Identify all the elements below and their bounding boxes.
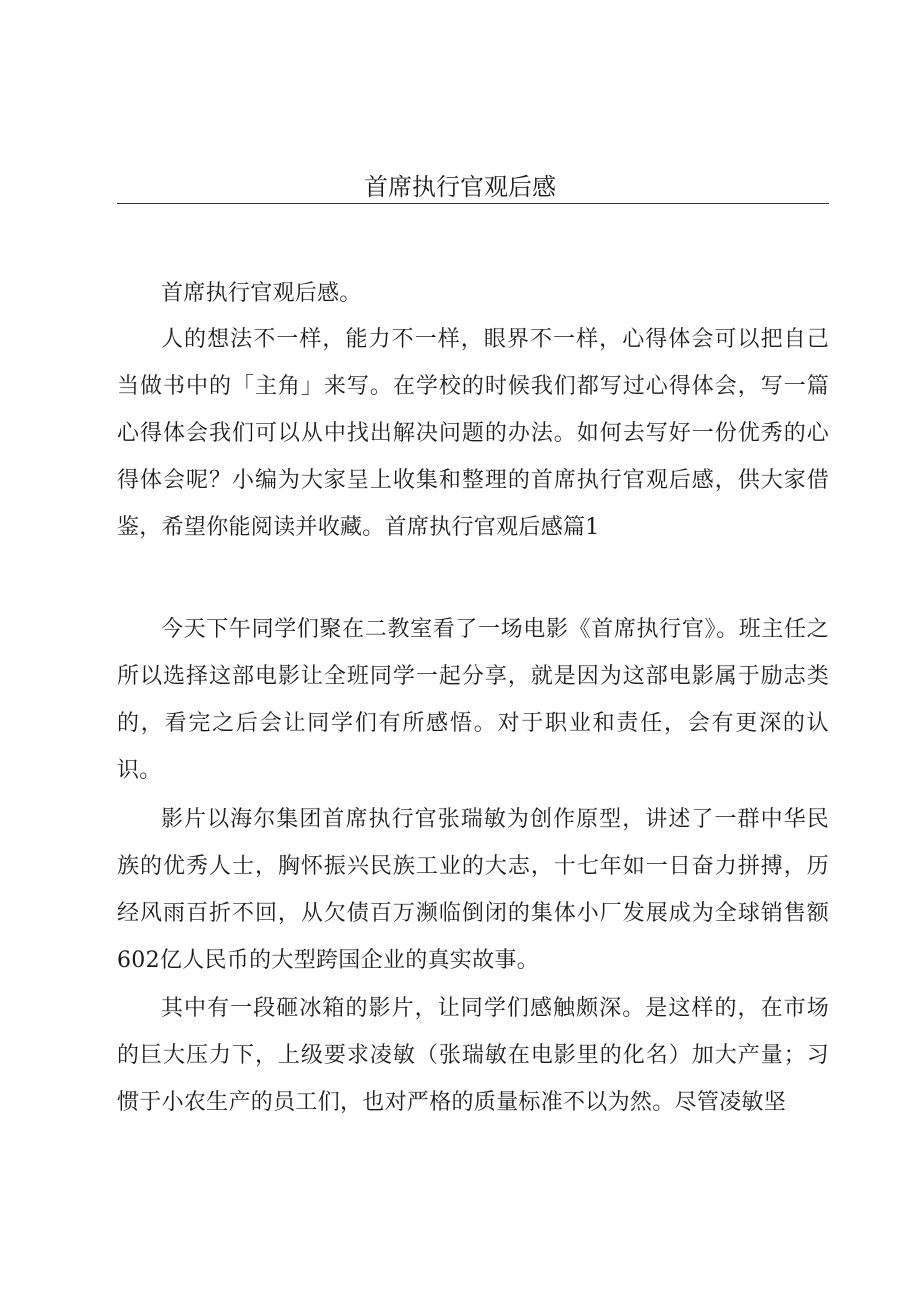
paragraph-screening: 今天下午同学们聚在二教室看了一场电影《首席执行官》。班主任之所以选择这部电影让全班同学一起分享，就是因为这部电影属于励志类的，看完之后会让同学们有所感悟。对于职业和责任，会有更深的认识。 <box>117 617 829 783</box>
paragraph-film-summary: 影片以海尔集团首席执行官张瑞敏为创作原型，讲述了一群中华民族的优秀人士，胸怀振兴民族工业的大志，十七年如一日奋力拼搏，历经风雨百折不回，从欠债百万濒临倒闭的集体小厂发展成为全球销售额602亿人民币的大型跨国企业的真实故事。 <box>117 807 829 973</box>
paragraph-intro: 人的想法不一样，能力不一样，眼界不一样，心得体会可以把自己当做书中的「主角」来写。在学校的时候我们都写过心得体会，写一篇心得体会我们可以从中找出解决问题的办法。如何去写好一份优秀的心得体会呢？小编为大家呈上收集和整理的首席执行官观后感，供大家借鉴，希望你能阅读并收藏。首席执行官观后感篇1 <box>117 327 829 540</box>
paragraph-fridge-scene: 其中有一段砸冰箱的影片，让同学们感触颇深。是这样的，在市场的巨大压力下，上级要求凌敏（张瑞敏在电影里的化名）加大产量；习惯于小农生产的员工们，也对严格的质量标准不以为然。尽管凌敏坚 <box>117 996 829 1115</box>
paragraph-intro-title: 首席执行官观后感。 <box>161 281 362 306</box>
document-title: 首席执行官观后感 <box>364 173 556 201</box>
title-underline <box>117 203 829 204</box>
